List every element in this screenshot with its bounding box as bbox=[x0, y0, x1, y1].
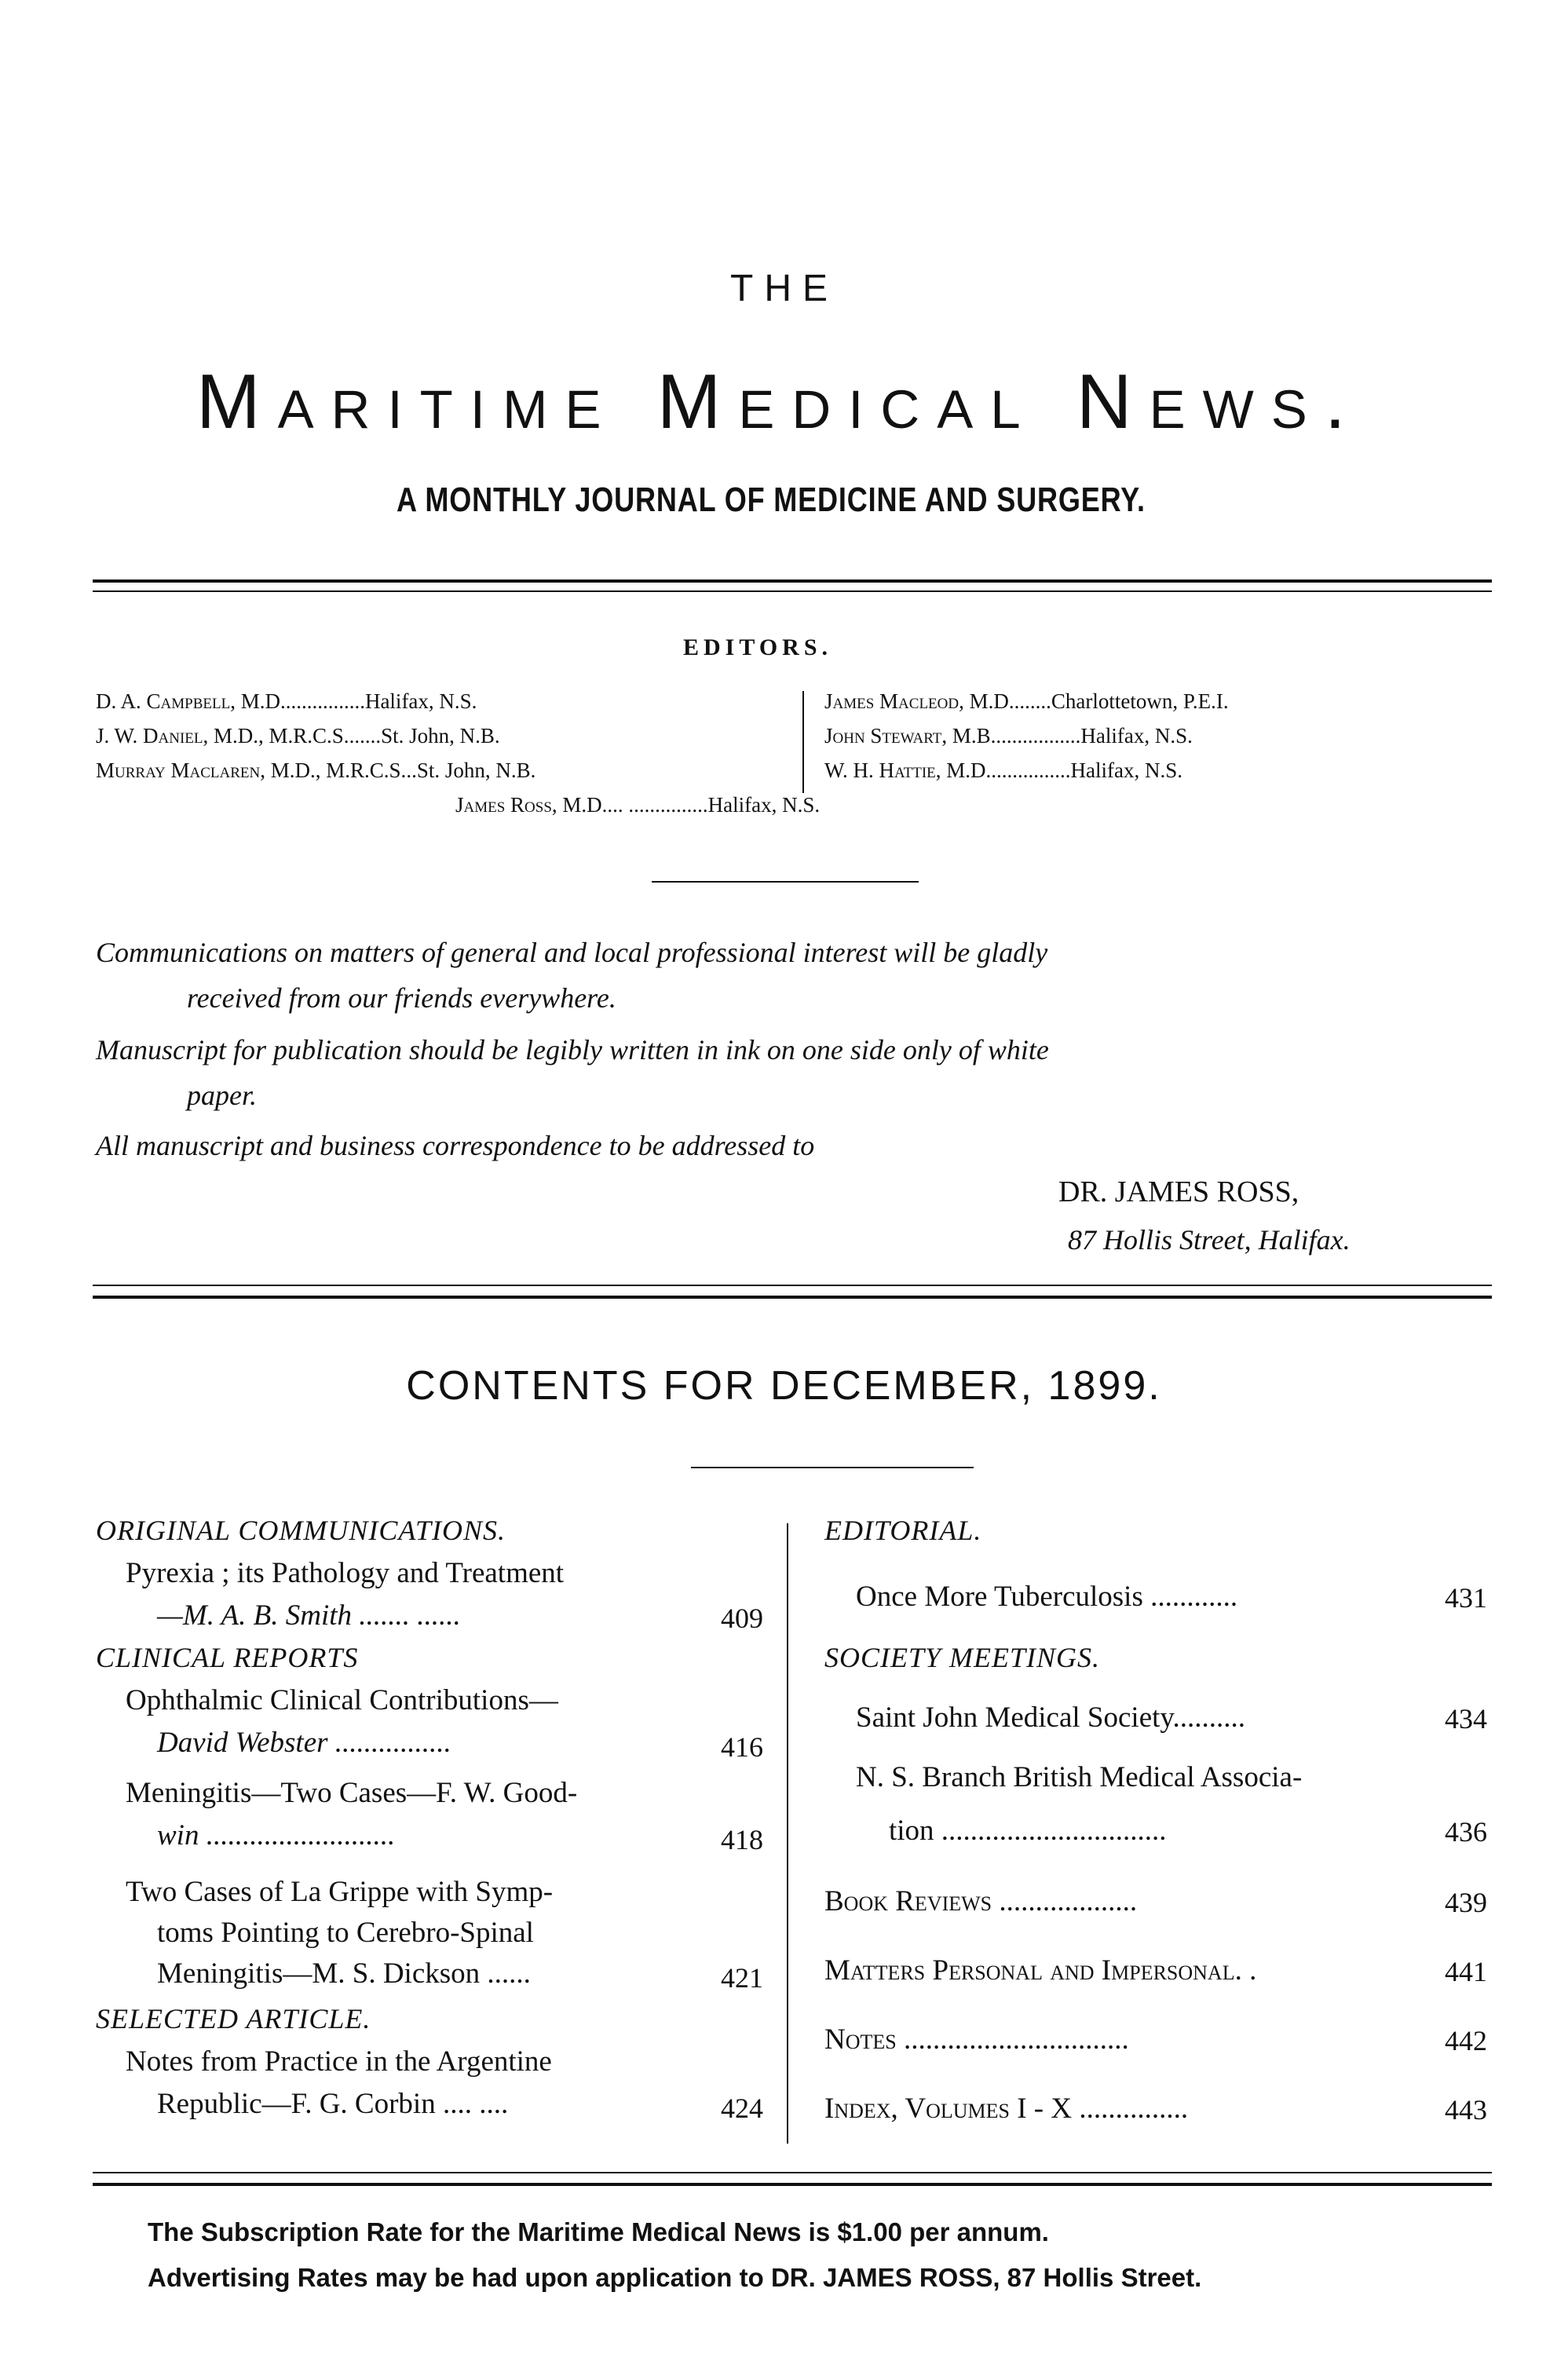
editors-heading: EDITORS. bbox=[683, 634, 833, 660]
editor-leader: ....... bbox=[1014, 689, 1051, 713]
masthead-rule-top bbox=[93, 579, 1492, 583]
editor-place: St. John, N.B. bbox=[381, 724, 500, 748]
editor-place: Halifax, N.S. bbox=[364, 689, 477, 713]
editor-name: John Stewart, M.B. bbox=[824, 724, 996, 748]
entry-la-grippe: Two Cases of La Grippe with Symp- bbox=[126, 1876, 554, 1908]
editor-right-3 bbox=[824, 758, 1182, 783]
entry-ns-branch: N. S. Branch British Medical Associa- bbox=[856, 1761, 1303, 1793]
notice-manuscript-cont: paper. bbox=[187, 1080, 257, 1111]
section-editorial: EDITORIAL. bbox=[824, 1515, 982, 1546]
masthead-the: THE bbox=[730, 268, 839, 309]
contents-column-divider bbox=[787, 1523, 788, 2144]
entry-index-label: Index, Volumes I - X ............... bbox=[824, 2093, 1189, 2125]
entry-index bbox=[824, 2092, 1188, 2126]
editors-short-rule bbox=[652, 881, 919, 883]
entry-argentine-author: Republic—F. G. Corbin .... .... bbox=[157, 2088, 509, 2120]
notice-manuscript: Manuscript for publication should be legibly written in ink on one side only of white bbox=[96, 1034, 1049, 1066]
editor-bottom bbox=[455, 793, 820, 817]
section-clinical-reports: CLINICAL REPORTS bbox=[96, 1642, 359, 1673]
entry-ns-branch-cont: tion ............................... bbox=[889, 1815, 1167, 1847]
entry-matters-personal: Matters Personal and Impersonal. . bbox=[824, 1954, 1257, 1987]
page-number: 436 bbox=[1445, 1816, 1487, 1848]
editor-name: James Ross, M.D. bbox=[455, 793, 608, 817]
editor-place: Halifax, N.S. bbox=[1070, 758, 1183, 782]
notice-communications-cont: received from our friends everywhere. bbox=[187, 982, 616, 1014]
page-number: 443 bbox=[1445, 2094, 1487, 2126]
editor-name: W. H. Hattie, M.D. bbox=[824, 758, 992, 782]
entry-meningitis-cont: win .......................... bbox=[157, 1819, 396, 1851]
editor-right-2 bbox=[824, 724, 1193, 748]
editor-leader: ................ bbox=[996, 724, 1081, 748]
entry-argentine: Notes from Practice in the Argentine bbox=[126, 2045, 552, 2078]
page-number: 439 bbox=[1445, 1887, 1487, 1918]
section-society-meetings: SOCIETY MEETINGS. bbox=[824, 1642, 1101, 1673]
editor-name: J. W. Daniel, M.D., M.R.C.S. bbox=[96, 724, 349, 748]
entry-notes: Notes ............................... bbox=[824, 2023, 1129, 2056]
page-number: 424 bbox=[721, 2093, 763, 2124]
editor-leader: ... ............... bbox=[607, 793, 708, 817]
entry-la-grippe-author: Meningitis—M. S. Dickson ...... bbox=[157, 1957, 531, 1990]
footer-rule-bottom bbox=[93, 2183, 1492, 2186]
subscription-rate: The Subscription Rate for the Maritime Medical News is $1.00 per annum. bbox=[148, 2217, 1049, 2246]
entry-pyrexia-author: —M. A. B. Smith ....... ...... bbox=[157, 1599, 461, 1632]
journal-subtitle: A MONTHLY JOURNAL OF MEDICINE AND SURGERY. bbox=[397, 481, 1146, 519]
entry-saint-john-society: Saint John Medical Society.......... bbox=[856, 1702, 1246, 1734]
journal-title: Maritime Medical News. bbox=[196, 358, 1363, 444]
editor-name: Murray Maclaren, M.D., M.R.C.S. bbox=[96, 758, 407, 782]
page-number: 434 bbox=[1445, 1703, 1487, 1734]
entry-tuberculosis: Once More Tuberculosis ............ bbox=[856, 1581, 1238, 1613]
footer-rule-top bbox=[93, 2172, 1492, 2173]
masthead-rule-bottom bbox=[93, 590, 1492, 592]
page-number: 416 bbox=[721, 1731, 763, 1763]
page-number: 409 bbox=[721, 1603, 763, 1634]
entry-ophthalmic-author: David Webster ................ bbox=[157, 1727, 451, 1759]
notice-correspondence: All manuscript and business correspondence to be addressed to bbox=[96, 1130, 815, 1161]
notice-communications: Communications on matters of general and local professional interest will be gladly bbox=[96, 937, 1048, 968]
editor-place: Halifax, N.S. bbox=[1080, 724, 1193, 748]
editor-left-3 bbox=[96, 758, 535, 783]
editor-leader: ............... bbox=[991, 758, 1071, 782]
section-original-communications: ORIGINAL COMMUNICATIONS. bbox=[96, 1515, 506, 1546]
page-number: 442 bbox=[1445, 2025, 1487, 2056]
contact-name: DR. JAMES ROSS, bbox=[1058, 1175, 1299, 1208]
page-number: 421 bbox=[721, 1962, 763, 1994]
page-number: 441 bbox=[1445, 1956, 1487, 1987]
section-selected-article: SELECTED ARTICLE. bbox=[96, 2003, 371, 2034]
editor-place: Charlottetown, P.E.I. bbox=[1051, 689, 1229, 713]
contents-rule-top bbox=[93, 1285, 1492, 1286]
editor-left-1 bbox=[96, 689, 477, 714]
editor-right-1 bbox=[824, 689, 1229, 714]
editor-leader: ............... bbox=[285, 689, 365, 713]
contact-address: 87 Hollis Street, Halifax. bbox=[1068, 1224, 1351, 1256]
contents-rule-bottom bbox=[93, 1296, 1492, 1299]
page-number: 418 bbox=[721, 1824, 763, 1855]
editor-place: St. John, N.B. bbox=[416, 758, 536, 782]
editors-divider bbox=[802, 691, 804, 793]
editor-left-2 bbox=[96, 724, 500, 748]
editor-name: D. A. Campbell, M.D. bbox=[96, 689, 286, 713]
contents-title: CONTENTS FOR DECEMBER, 1899. bbox=[406, 1363, 1162, 1409]
editor-name: James Macleod, M.D. bbox=[824, 689, 1014, 713]
entry-pyrexia: Pyrexia ; its Pathology and Treatment bbox=[126, 1557, 565, 1589]
editor-leader: ...... bbox=[349, 724, 382, 748]
entry-book-reviews: Book Reviews ................... bbox=[824, 1885, 1138, 1917]
page-number: 431 bbox=[1445, 1582, 1487, 1614]
editor-place: Halifax, N.S. bbox=[707, 793, 821, 817]
entry-la-grippe-cont: toms Pointing to Cerebro-Spinal bbox=[157, 1917, 534, 1949]
entry-ophthalmic: Ophthalmic Clinical Contributions— bbox=[126, 1684, 558, 1716]
advertising-rates: Advertising Rates may be had upon application to DR. JAMES ROSS, 87 Hollis Street. bbox=[148, 2263, 1202, 2292]
editor-leader: .. bbox=[406, 758, 417, 782]
contents-title-rule bbox=[691, 1467, 974, 1468]
entry-meningitis: Meningitis—Two Cases—F. W. Good- bbox=[126, 1777, 578, 1809]
